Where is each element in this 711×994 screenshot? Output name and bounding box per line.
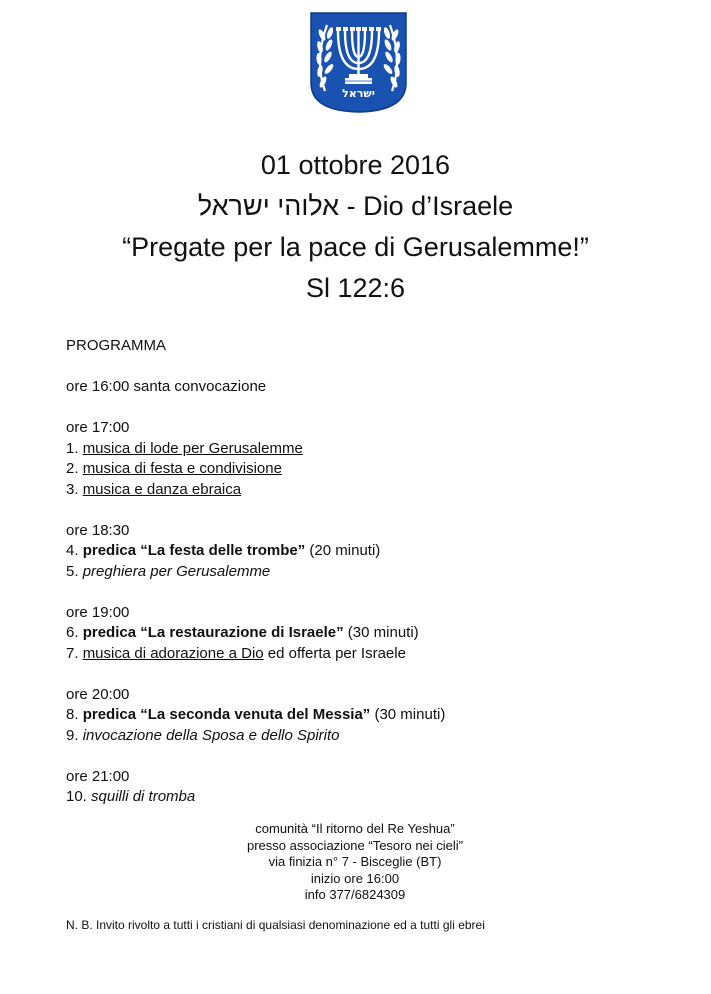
item-number: 1. bbox=[66, 439, 83, 457]
time-slot: ore 20:00 bbox=[66, 685, 130, 703]
organizer-info bbox=[200, 821, 510, 904]
item-number: 2. bbox=[66, 460, 83, 477]
subtitle-hebrew: אלוהי ישראל bbox=[197, 191, 340, 221]
item-number: 6. bbox=[66, 624, 83, 641]
item-title: invocazione della Sposa e dello Spirito bbox=[82, 726, 340, 744]
item-extra: ed offerta per Israele bbox=[263, 644, 406, 662]
community-name: comunità “Il ritorno del Re Yeshua” bbox=[255, 821, 455, 836]
event-date: 01 ottobre 2016 bbox=[260, 150, 451, 180]
item-duration: (30 minuti) bbox=[370, 706, 446, 723]
item-number: 8. bbox=[66, 706, 83, 723]
time-slot: ore 17:00 bbox=[66, 419, 130, 436]
contact-info: info 377/6824309 bbox=[304, 887, 406, 902]
program-item bbox=[66, 480, 686, 501]
venue-address: via finizia n° 7 - Bisceglie (BT) bbox=[268, 854, 442, 869]
time-slot: ore 21:00 bbox=[66, 767, 130, 785]
invitation-note: N. B. Invito rivolto a tutti i cristiani di qualsiasi denominazione ed a tutti gli ebrei bbox=[66, 918, 485, 932]
time-slot: ore 18:30 bbox=[66, 521, 130, 539]
item-number: 5. bbox=[66, 562, 83, 580]
item-number: 4. bbox=[66, 542, 83, 559]
item-title: musica di lode per Gerusalemme bbox=[82, 439, 303, 457]
item-number: 10. bbox=[66, 788, 92, 805]
time-slot: ore 19:00 bbox=[66, 603, 130, 621]
scripture-reference: Sl 122:6 bbox=[305, 273, 406, 303]
program-item bbox=[66, 644, 686, 665]
item-number: 7. bbox=[66, 644, 83, 662]
item-title: musica di adorazione a Dio bbox=[82, 644, 264, 662]
program-item bbox=[66, 439, 686, 460]
program-item bbox=[66, 541, 686, 562]
program-item bbox=[66, 562, 686, 583]
event-motto: “Pregate per la pace di Gerusalemme!” bbox=[122, 232, 589, 262]
item-title: predica “La festa delle trombe” bbox=[82, 542, 306, 559]
item-title: predica “La restaurazione di Israele” bbox=[82, 624, 344, 641]
event-subtitle bbox=[0, 186, 711, 227]
title-block bbox=[0, 145, 711, 309]
subtitle-italian: Dio d’Israele bbox=[363, 191, 514, 221]
venue-association: presso associazione “Tesoro nei cieli” bbox=[246, 837, 464, 853]
program-opening: ore 16:00 santa convocazione bbox=[66, 378, 267, 395]
start-time: inizio ore 16:00 bbox=[310, 870, 400, 886]
item-title: preghiera per Gerusalemme bbox=[82, 562, 271, 580]
svg-text:ישראל: ישראל bbox=[342, 87, 375, 100]
item-title: predica “La seconda venuta del Messia” bbox=[82, 706, 371, 723]
item-title: musica di festa e condivisione bbox=[82, 460, 282, 477]
item-number: 3. bbox=[66, 480, 83, 498]
subtitle-separator: - bbox=[339, 191, 364, 221]
item-number: 9. bbox=[66, 726, 83, 744]
item-duration: (30 minuti) bbox=[343, 624, 419, 641]
program-section bbox=[66, 336, 686, 808]
program-item bbox=[66, 459, 686, 480]
item-duration: (20 minuti) bbox=[305, 542, 381, 559]
emblem-of-israel-icon bbox=[309, 11, 408, 114]
program-item bbox=[66, 726, 686, 747]
program-item bbox=[66, 623, 686, 644]
program-heading: PROGRAMMA bbox=[66, 337, 167, 354]
program-item bbox=[66, 705, 686, 726]
item-title: musica e danza ebraica bbox=[82, 480, 242, 498]
item-title: squilli di tromba bbox=[91, 788, 196, 805]
program-item bbox=[66, 787, 686, 808]
